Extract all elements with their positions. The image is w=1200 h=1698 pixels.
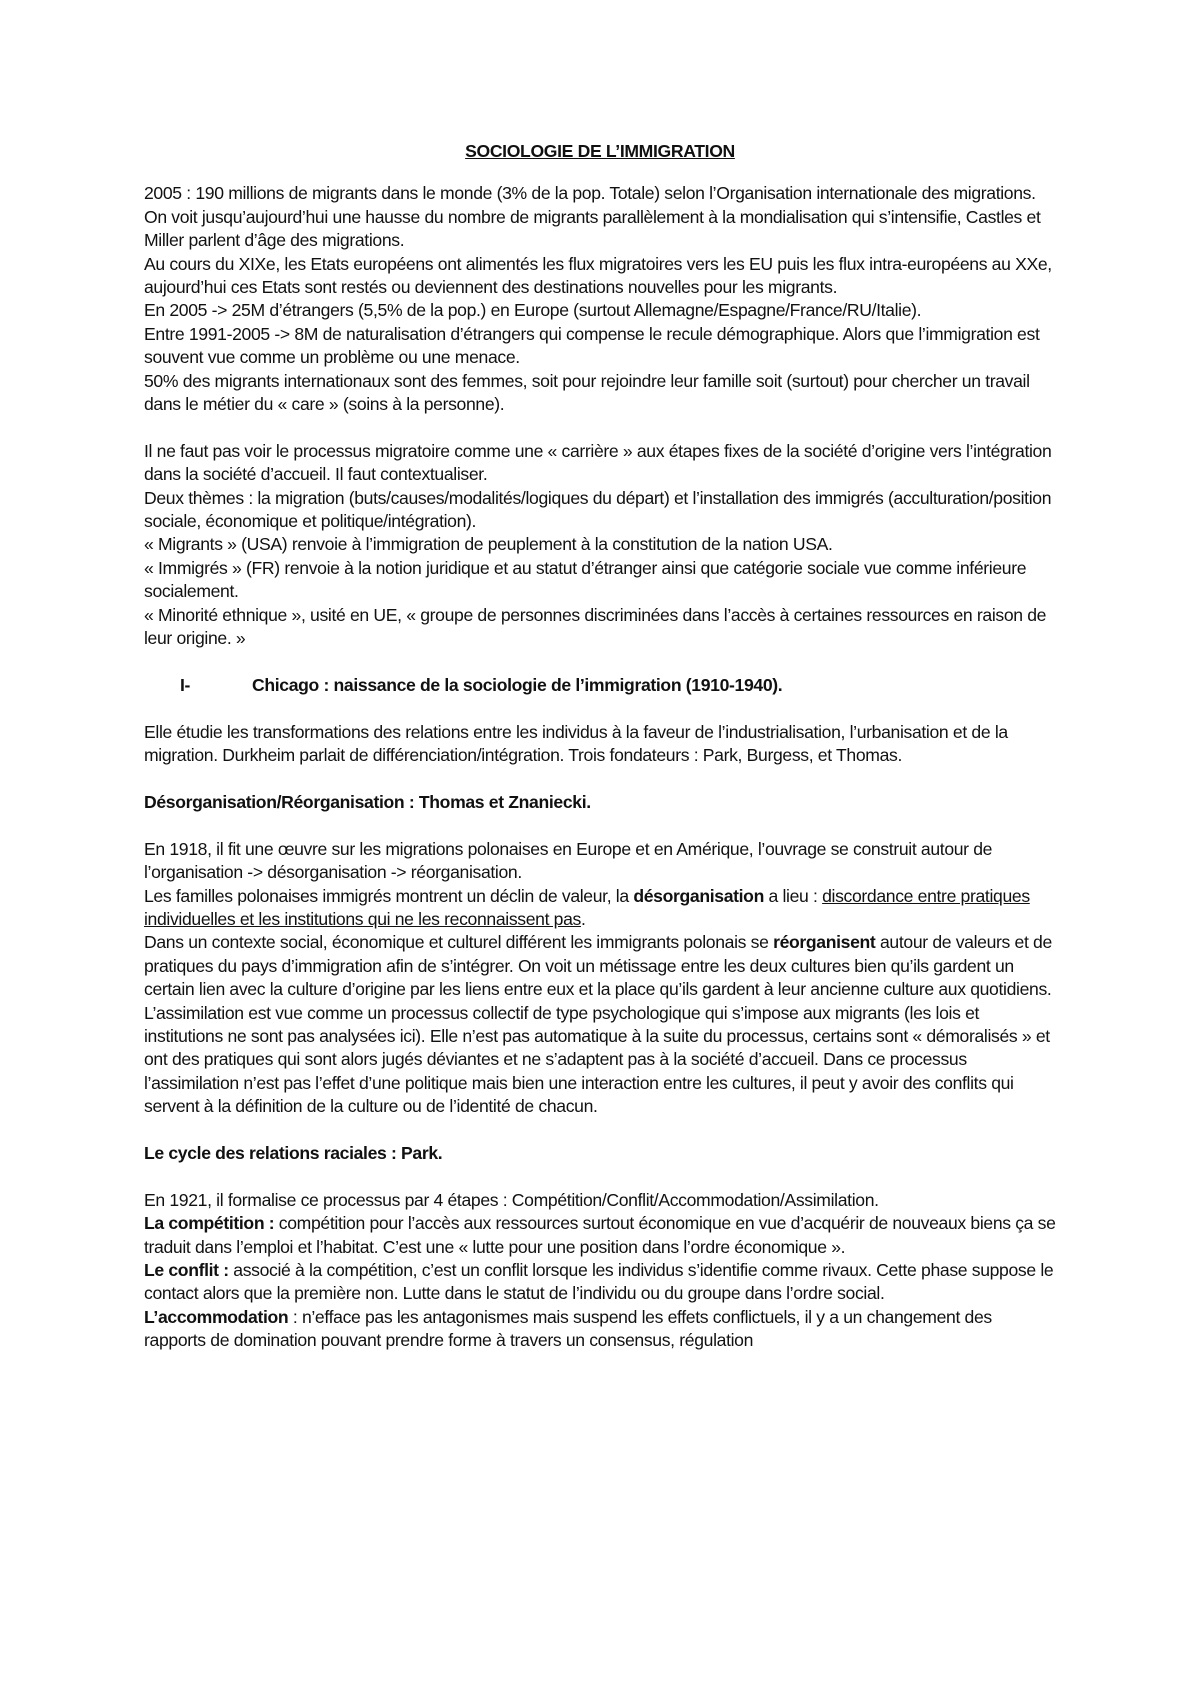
section-title: Chicago : naissance de la sociologie de l’immigration (1910-1940). — [252, 674, 783, 695]
spacer — [144, 651, 1056, 674]
term-accommodation: L’accommodation — [144, 1306, 289, 1327]
subheading-thomas: Désorganisation/Réorganisation : Thomas et Znaniecki. — [144, 791, 591, 812]
term-competition: La compétition : — [144, 1213, 275, 1234]
term-desorganisation: désorganisation — [633, 885, 764, 906]
intro-paragraph-3: En 2005 -> 25M d’étrangers (5,5% de la pop.) en Europe (surtout Allemagne/Espagne/France/RU/Italie). — [144, 300, 922, 321]
section-intro-paragraph: Elle étudie les transformations des relations entre les individus à la faveur de l’industrialisation, l’urbanisation et de la migration. Durkheim parlait de différenciation/intégration. Trois fondateurs : Park, Burgess, et Thomas. — [144, 721, 1008, 766]
context-paragraph-4: « Immigrés » (FR) renvoie à la notion juridique et au statut d’étranger ainsi que catégorie sociale vue comme inférieure socialement. — [144, 557, 1027, 602]
context-paragraph-1: Il ne faut pas voir le processus migratoire comme une « carrière » aux étapes fixes de la société d’origine vers l’intégration dans la société d’accueil. Il faut contextualiser. — [144, 440, 1052, 485]
section-heading — [144, 674, 1056, 697]
context-paragraph-3: « Migrants » (USA) renvoie à l’immigration de peuplement à la constitution de la nation USA. — [144, 534, 833, 555]
text-run: . — [580, 908, 586, 929]
term-conflit: Le conflit : — [144, 1259, 229, 1280]
intro-paragraph-2: Au cours du XIXe, les Etats européens ont alimentés les flux migratoires vers les EU puis les flux intra-européens au XXe, aujourd’hui ces Etats sont restés ou deviennent des destinations nouvelles pour les migrants. — [144, 253, 1052, 298]
subheading-park: Le cycle des relations raciales : Park. — [144, 1142, 443, 1163]
text-run: : n’efface pas les antagonismes mais suspend les effets conflictuels, il y a un changement des rapports de domination pouvant prendre forme à travers un consensus, régulation — [144, 1306, 992, 1351]
park-accommodation — [144, 1306, 1056, 1353]
spacer — [144, 1165, 1056, 1188]
context-paragraph-2: Deux thèmes : la migration (buts/causes/modalités/logiques du départ) et l’installation des immigrés (acculturation/position sociale, économique et politique/intégration). — [144, 487, 1052, 532]
spacer — [144, 768, 1056, 791]
term-reorganisent: réorganisent — [773, 932, 876, 953]
thomas-paragraph-1: En 1918, il fit une œuvre sur les migrations polonaises en Europe et en Amérique, l’ouvrage se construit autour de l’organisation -> désorganisation -> réorganisation. — [144, 838, 993, 883]
park-paragraph-1: En 1921, il formalise ce processus par 4 étapes : Compétition/Conflit/Accommodation/Assimilation. — [144, 1189, 879, 1210]
thomas-paragraph-2 — [144, 885, 1056, 932]
text-run: Dans un contexte social, économique et culturel différent les immigrants polonais se — [144, 932, 774, 953]
text-run: associé à la compétition, c’est un conflit lorsque les individus s’identifie comme rivaux. Cette phase suppose le contact alors que la première non. Lutte dans le statut de l’individu ou du groupe dans l’ordre social. — [144, 1259, 1054, 1304]
intro-paragraph-1: 2005 : 190 millions de migrants dans le monde (3% de la pop. Totale) selon l’Organisation internationale des migrations. On voit jusqu’aujourd’hui une hausse du nombre de migrants parallèlement à la mondialisation qui s’intensifie, Castles et Miller parlent d’âge des migrations. — [144, 183, 1041, 251]
section-number: I- — [180, 674, 191, 695]
spacer — [144, 814, 1056, 837]
intro-paragraph-5: 50% des migrants internationaux sont des femmes, soit pour rejoindre leur famille soit (surtout) pour chercher un travail dans le métier du « care » (soins à la personne). — [144, 370, 1030, 415]
document-page — [144, 140, 1056, 1353]
intro-paragraph-4: Entre 1991-2005 -> 8M de naturalisation d’étrangers qui compense le recule démographique. Alors que l’immigration est souvent vue comme un problème ou une menace. — [144, 323, 1040, 368]
park-competition — [144, 1212, 1056, 1259]
spacer — [144, 416, 1056, 439]
definition-underlined: discordance entre pratiques individuelles et les institutions qui ne les reconnaissent pas — [144, 885, 1030, 929]
thomas-paragraph-4: L’assimilation est vue comme un processus collectif de type psychologique qui s’impose aux migrants (les lois et institutions ne sont pas analysées ici). Elle n’est pas automatique à la suite du processus, certains sont « démoralisés » et ont des pratiques qui sont alors jugés déviantes et ne s’adaptent pas à la société d’accueil. Dans ce processus l’assimilation n’est pas l’effet d’une politique mais bien une interaction entre les cultures, il peut y avoir des conflits qui servent à la définition de la culture ou de l’identité de chacun. — [144, 1002, 1050, 1117]
text-run: a lieu : — [763, 885, 823, 906]
park-conflit — [144, 1259, 1056, 1306]
text-run: compétition pour l’accès aux ressources surtout économique en vue d’acquérir de nouveaux biens ça se traduit dans l’emploi et l’habitat. C’est une « lutte pour une position dans l’ordre économique ». — [144, 1213, 1056, 1257]
spacer — [144, 1119, 1056, 1142]
text-run: autour de valeurs et de pratiques du pays d’immigration afin de s’intégrer. On voit un métissage entre les deux cultures bien qu’ils gardent un certain lien avec la culture d’origine par les liens entre eux et la place qu’ils gardent à leur ancienne culture aux quotidiens. — [144, 932, 1052, 1000]
spacer — [144, 697, 1056, 720]
thomas-paragraph-3 — [144, 931, 1056, 1001]
context-paragraph-5: « Minorité ethnique », usité en UE, « groupe de personnes discriminées dans l’accès à certaines ressources en raison de leur origine. » — [144, 604, 1047, 649]
document-title: SOCIOLOGIE DE L’IMMIGRATION — [465, 141, 735, 161]
text-run: Les familles polonaises immigrés montrent un déclin de valeur, la — [144, 885, 634, 906]
